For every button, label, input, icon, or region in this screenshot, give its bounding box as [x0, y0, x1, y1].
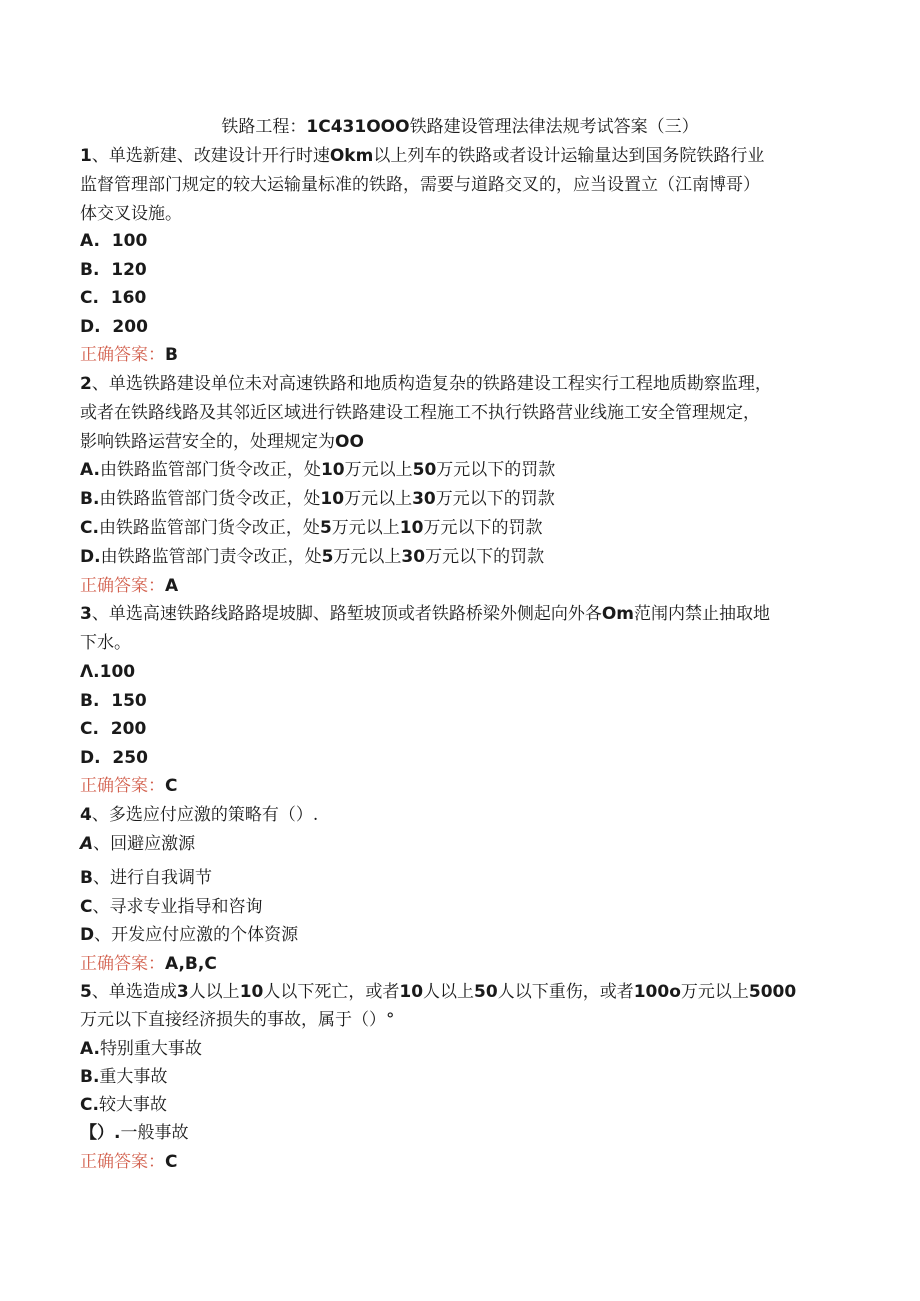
- option-text: 万元以上: [344, 489, 413, 509]
- answer-label: 正确答案：: [80, 1152, 165, 1172]
- answer-value: A,B,C: [165, 954, 217, 974]
- question-5-stem-line-2: [80, 1009, 395, 1031]
- title-suffix: 铁路建设管理法律法规考试答案（三）: [409, 117, 699, 137]
- stem-value: Om: [601, 604, 635, 624]
- answer-label: 正确答案：: [80, 576, 165, 596]
- option-key: C.: [80, 719, 99, 739]
- question-number: 3: [80, 604, 92, 624]
- question-1-option-c: [80, 287, 146, 309]
- option-value: 30: [401, 547, 426, 567]
- stem-value: 3: [176, 982, 189, 1002]
- stem-value: 10: [239, 982, 264, 1002]
- option-key: C.: [80, 288, 99, 308]
- stem-text: 体交叉设施。: [80, 204, 182, 224]
- stem-value: 5000: [748, 982, 797, 1002]
- option-value: 30: [412, 489, 436, 509]
- answer-label: 正确答案：: [80, 776, 165, 796]
- option-text: 100: [111, 231, 148, 251]
- option-text: 由铁路监管部门责令改正，处: [100, 547, 322, 567]
- option-text: 一般事故: [120, 1123, 189, 1143]
- stem-value: 10: [399, 982, 424, 1002]
- question-2-stem-line-1: [80, 373, 772, 395]
- question-number: 1: [80, 146, 92, 166]
- question-5-option-c: [80, 1094, 167, 1116]
- option-key: A.: [80, 1039, 100, 1059]
- option-text: 160: [110, 288, 147, 308]
- stem-text: 万元以下直接经济损失的事故，属于（）°: [80, 1010, 395, 1030]
- option-key: B.: [80, 1067, 100, 1087]
- stem-text: 或者在铁路线路及其邻近区域进行铁路建设工程施工不执行铁路营业线施工安全管理规定，: [80, 403, 760, 423]
- option-text: 万元以下的罚款: [436, 460, 556, 480]
- option-key: B.: [80, 260, 100, 280]
- question-5-answer: [80, 1151, 177, 1173]
- option-key: A.: [80, 231, 100, 251]
- question-number: 4: [80, 805, 92, 825]
- stem-value: OO: [335, 432, 364, 452]
- question-2-option-d: [80, 546, 544, 568]
- option-key: C.: [80, 518, 99, 538]
- option-text: 100: [99, 662, 136, 682]
- option-text: 、寻求专业指导和咨询: [92, 897, 263, 917]
- question-number: 5: [80, 982, 92, 1002]
- question-3-option-c: [80, 718, 146, 740]
- option-text: 120: [111, 260, 147, 280]
- question-4-stem-line-1: [80, 804, 318, 826]
- option-value: 10: [399, 518, 424, 538]
- answer-value: C: [165, 776, 178, 796]
- question-5-stem-line-1: [80, 981, 796, 1003]
- option-text: 200: [112, 317, 148, 337]
- question-3-stem-line-2: [80, 632, 131, 654]
- stem-text: 、多选应付应激的策略有（）.: [91, 805, 319, 825]
- option-key: B: [80, 868, 93, 888]
- option-key: A.: [80, 460, 100, 480]
- answer-value: A: [165, 576, 179, 596]
- option-value: 5: [321, 547, 334, 567]
- question-4-option-d: [80, 924, 298, 946]
- option-text: 由铁路监管部门货令改正，处: [99, 489, 321, 509]
- option-text: 万元以上: [331, 518, 400, 538]
- question-2-stem-line-3: [80, 431, 364, 453]
- question-3-option-a: [80, 661, 135, 683]
- option-value: 5: [319, 518, 332, 538]
- stem-text: 、单选造成: [91, 982, 177, 1002]
- option-text: 较大事故: [98, 1095, 167, 1115]
- question-1-stem-line-3: [80, 203, 182, 225]
- question-4-option-b: [80, 867, 212, 889]
- question-4-option-c: [80, 896, 262, 918]
- title-prefix: 铁路工程：: [221, 117, 307, 137]
- answer-value: B: [165, 345, 178, 365]
- question-2-answer: [80, 575, 178, 597]
- option-text: 万元以下的罚款: [425, 547, 545, 567]
- question-3-option-d: [80, 747, 148, 769]
- question-2-option-b: [80, 488, 555, 510]
- stem-text: 人以上: [188, 982, 240, 1002]
- option-key: B.: [80, 691, 100, 711]
- option-text: 、回避应激源: [93, 834, 196, 854]
- option-key: D.: [80, 748, 101, 768]
- option-key: B.: [80, 489, 100, 509]
- question-number: 2: [80, 374, 92, 394]
- option-text: 特别重大事故: [99, 1039, 202, 1059]
- question-1-answer: [80, 344, 178, 366]
- question-1-option-b: [80, 259, 147, 281]
- option-key: Λ.: [80, 662, 100, 682]
- answer-label: 正确答案：: [80, 954, 165, 974]
- option-value: 10: [320, 460, 345, 480]
- question-3-answer: [80, 775, 177, 797]
- stem-text: 、单选高速铁路线路路堤坡脚、路堑坡顶或者铁路桥梁外侧起向外各: [91, 604, 602, 624]
- question-1-stem-line-2: [80, 174, 760, 196]
- question-1-option-a: [80, 230, 147, 252]
- question-4-option-a: [80, 833, 195, 855]
- stem-text: 人以上: [423, 982, 475, 1002]
- option-text: 万元以上: [333, 547, 402, 567]
- option-text: 万元以下的罚款: [423, 518, 543, 538]
- stem-value: 100o: [633, 982, 681, 1002]
- question-3-option-b: [80, 690, 147, 712]
- title-code: 1C431OOO: [306, 117, 410, 137]
- option-key: C.: [80, 1095, 99, 1115]
- stem-text: 、单选新建、改建设计开行时速: [91, 146, 330, 166]
- option-text: 200: [110, 719, 147, 739]
- question-4-answer: [80, 953, 217, 975]
- answer-label: 正确答案：: [80, 345, 165, 365]
- stem-text: 人以下死亡，或者: [263, 982, 400, 1002]
- stem-text: 影响铁路运营安全的，处理规定为: [80, 432, 335, 452]
- stem-text: 人以下重伤，或者: [497, 982, 634, 1002]
- question-2-stem-line-2: [80, 402, 760, 424]
- option-key: D: [80, 925, 95, 945]
- question-2-option-c: [80, 517, 542, 539]
- option-text: 150: [111, 691, 147, 711]
- option-value: 50: [412, 460, 437, 480]
- stem-text: 以上列车的铁路或者设计运输量达到国务院铁路行业: [373, 146, 765, 166]
- option-key: 【）.: [80, 1123, 121, 1143]
- option-text: 、开发应付应激的个体资源: [94, 925, 299, 945]
- option-text: 重大事故: [99, 1067, 168, 1087]
- question-1-option-d: [80, 316, 148, 338]
- option-text: 、进行自我调节: [92, 868, 212, 888]
- question-5-option-b: [80, 1066, 167, 1088]
- option-text: 万元以下的罚款: [435, 489, 555, 509]
- option-key: D.: [80, 317, 101, 337]
- stem-text: 范闱内禁止抽取地: [634, 604, 771, 624]
- stem-text: 、单选铁路建设单位未对高速铁路和地质构造复杂的铁路建设工程实行工程地质勘察监理，: [91, 374, 772, 394]
- question-3-stem-line-1: [80, 603, 770, 625]
- option-text: 250: [112, 748, 148, 768]
- stem-text: 下水。: [80, 633, 131, 653]
- question-5-option-d: [80, 1122, 188, 1144]
- stem-value: 50: [474, 982, 498, 1002]
- option-text: 万元以上: [344, 460, 413, 480]
- question-2-option-a: [80, 459, 555, 481]
- document-title: [0, 116, 920, 138]
- stem-text: 监督管理部门规定的较大运输量标准的铁路，需要与道路交叉的，应当设置立（江南博哥）: [80, 175, 760, 195]
- option-key: D.: [80, 547, 101, 567]
- stem-value: Okm: [329, 146, 374, 166]
- stem-text: 万元以上: [680, 982, 749, 1002]
- question-1-stem-line-1: [80, 145, 764, 167]
- answer-value: C: [165, 1152, 178, 1172]
- option-value: 10: [320, 489, 345, 509]
- option-text: 由铁路监管部门货令改正，处: [98, 518, 320, 538]
- option-key: C: [80, 897, 93, 917]
- question-5-option-a: [80, 1038, 202, 1060]
- option-text: 由铁路监管部门货令改正，处: [99, 460, 321, 480]
- option-key: A: [80, 834, 94, 854]
